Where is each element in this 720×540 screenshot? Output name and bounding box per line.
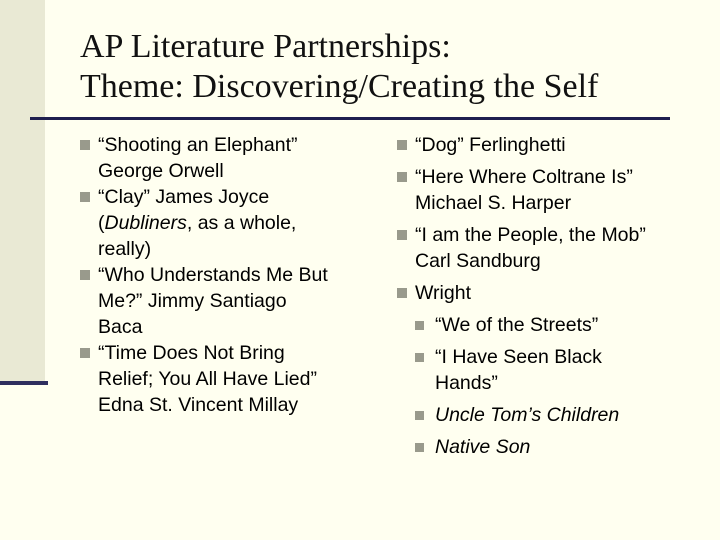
- list-item: [397, 132, 707, 158]
- list-item: [397, 280, 707, 306]
- square-bullet-icon: [397, 172, 407, 182]
- square-bullet-icon: [415, 411, 424, 420]
- square-bullet-icon: [80, 270, 90, 280]
- decorative-sidebar: [0, 0, 45, 383]
- item-text: Carl Sandburg: [415, 250, 541, 272]
- sub-list-item: [397, 312, 707, 338]
- item-text: “Here Where Coltrane Is”: [415, 166, 633, 188]
- title-line-1: AP Literature Partnerships:: [80, 28, 451, 65]
- item-text: Edna St. Vincent Millay: [98, 394, 299, 416]
- title-line-2: Theme: Discovering/Creating the Self: [80, 68, 599, 105]
- square-bullet-icon: [415, 443, 424, 452]
- decorative-sidebar-accent: [0, 381, 48, 385]
- item-text: George Orwell: [98, 160, 224, 182]
- list-item: [80, 184, 370, 262]
- sub-list-item: [397, 344, 707, 396]
- title-underline: [30, 117, 670, 120]
- item-text: “Who Understands Me But: [98, 264, 328, 286]
- list-item: [80, 262, 370, 340]
- item-text: Relief; You All Have Lied”: [98, 368, 317, 390]
- item-text: “Dog” Ferlinghetti: [415, 134, 566, 156]
- square-bullet-icon: [415, 321, 424, 330]
- item-text: “Shooting an Elephant”: [98, 134, 298, 156]
- item-text: “Clay” James Joyce: [98, 186, 270, 208]
- square-bullet-icon: [80, 140, 90, 150]
- item-text: Me?” Jimmy Santiago: [98, 290, 287, 312]
- item-text: really): [98, 238, 152, 260]
- item-text: “I Have Seen Black: [435, 346, 602, 368]
- square-bullet-icon: [397, 230, 407, 240]
- item-text: Michael S. Harper: [415, 192, 572, 214]
- item-text: Wright: [415, 282, 471, 304]
- slide-title: [80, 27, 700, 107]
- list-item: [397, 164, 707, 216]
- item-text: Uncle Tom’s Children: [435, 404, 620, 426]
- square-bullet-icon: [80, 348, 90, 358]
- square-bullet-icon: [415, 353, 424, 362]
- item-text: “We of the Streets”: [435, 314, 599, 336]
- italic-title: Dubliners: [104, 212, 187, 234]
- item-text: (Dubliners, as a whole,: [98, 212, 297, 234]
- item-text: Native Son: [435, 436, 531, 458]
- sub-list-item: [397, 402, 707, 428]
- left-column: [80, 132, 370, 418]
- item-text: “Time Does Not Bring: [98, 342, 285, 364]
- list-item: [80, 132, 370, 184]
- list-item: [80, 340, 370, 418]
- sub-list-item: [397, 434, 707, 460]
- list-item: [397, 222, 707, 274]
- right-column: [397, 132, 707, 460]
- square-bullet-icon: [80, 192, 90, 202]
- item-text: “I am the People, the Mob”: [415, 224, 646, 246]
- item-text: Baca: [98, 316, 143, 338]
- square-bullet-icon: [397, 140, 407, 150]
- square-bullet-icon: [397, 288, 407, 298]
- item-text: Hands”: [435, 372, 498, 394]
